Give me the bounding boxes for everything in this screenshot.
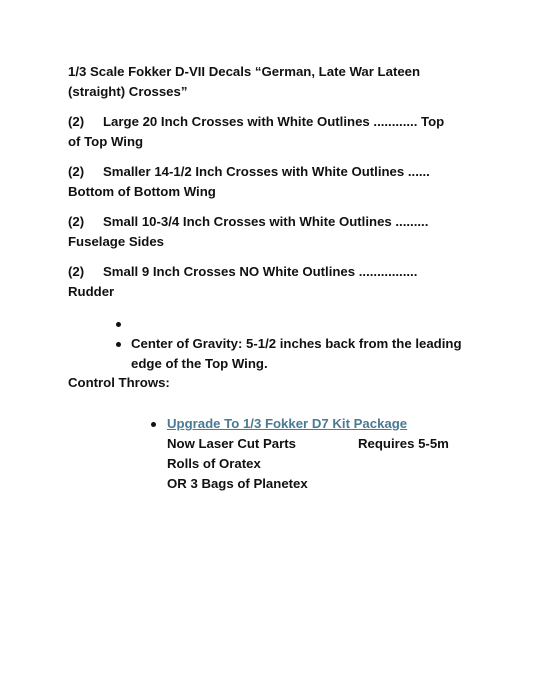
decal-item-4 (68, 262, 417, 282)
decal-item-4-cont: Rudder (68, 284, 115, 299)
bullet-icon (151, 422, 156, 427)
decal-text: Small 9 Inch Crosses NO White Outlines ................ (103, 264, 418, 279)
kit-or-text: OR 3 Bags of Planetex (167, 476, 308, 491)
kit-rolls-text: Rolls of Oratex (167, 456, 261, 471)
decal-item-2 (68, 162, 430, 182)
kit-parts-text: Now Laser Cut Parts (167, 436, 296, 451)
decal-text: Smaller 14-1/2 Inch Crosses with White Outlines ...... (103, 164, 430, 179)
control-throws-label: Control Throws: (68, 375, 170, 390)
decal-qty: (2) (68, 214, 85, 229)
doc-title-line-2: (straight) Crosses” (68, 84, 188, 99)
decal-qty: (2) (68, 164, 85, 179)
decal-item-1-cont: of Top Wing (68, 134, 144, 149)
doc-title-line-1: 1/3 Scale Fokker D-VII Decals “German, Late War Lateen (68, 64, 421, 79)
bullet-icon (116, 342, 121, 347)
decal-qty: (2) (68, 114, 85, 129)
cg-line-2: edge of the Top Wing. (131, 356, 268, 371)
decal-item-2-cont: Bottom of Bottom Wing (68, 184, 216, 199)
cg-line-1: Center of Gravity: 5-1/2 inches back from the leading (131, 336, 462, 351)
bullet-icon (116, 322, 121, 327)
decal-qty: (2) (68, 264, 85, 279)
decal-text: Small 10-3/4 Inch Crosses with White Outlines ......... (103, 214, 429, 229)
decal-item-1 (68, 112, 444, 132)
decal-item-3-cont: Fuselage Sides (68, 234, 165, 249)
kit-requires-text: Requires 5-5m (358, 436, 449, 451)
decal-item-3 (68, 212, 428, 232)
kit-upgrade-link[interactable]: Upgrade To 1/3 Fokker D7 Kit Package (167, 416, 408, 431)
decal-text: Large 20 Inch Crosses with White Outlines ............ Top (103, 114, 445, 129)
